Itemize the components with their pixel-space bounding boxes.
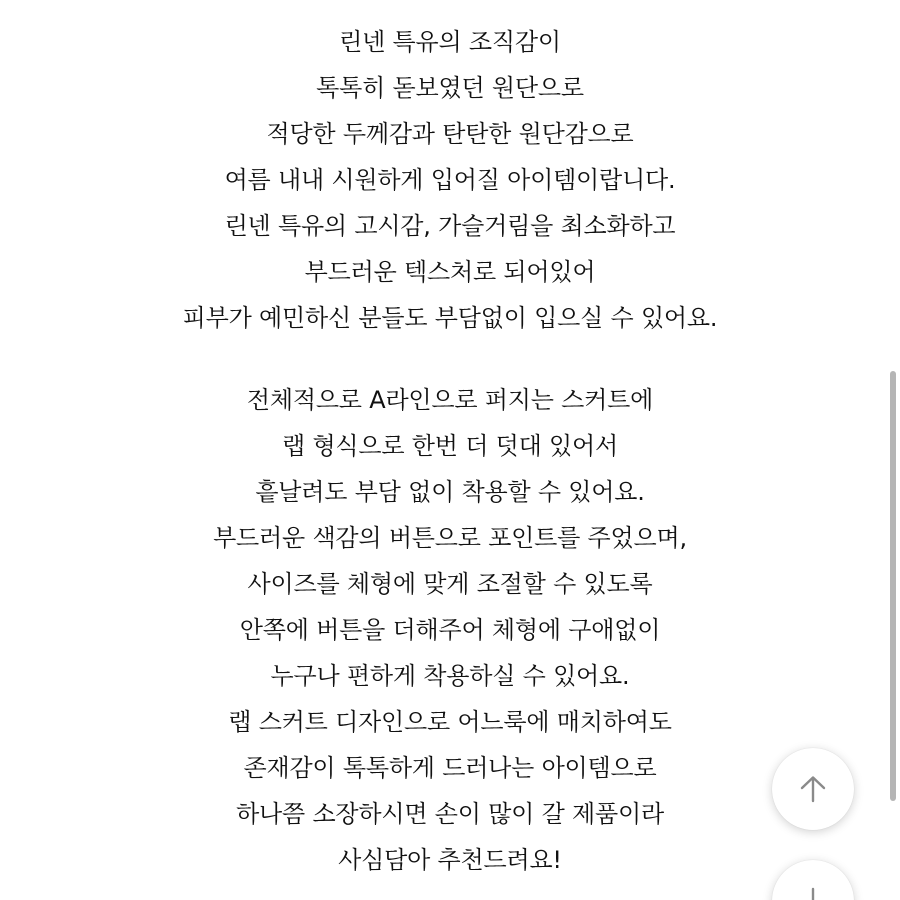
description-line: 흩날려도 부담 없이 착용할 수 있어요. — [255, 478, 645, 506]
arrow-down-icon — [798, 886, 828, 900]
scrollbar[interactable] — [886, 0, 900, 900]
description-line: 랩 스커트 디자인으로 어느룩에 매치하여도 — [228, 708, 672, 736]
description-line: 전체적으로 A라인으로 퍼지는 스커트에 — [246, 386, 654, 414]
description-line: 부드러운 색감의 버튼으로 포인트를 주었으며, — [213, 524, 687, 552]
scrollbar-thumb[interactable] — [890, 371, 896, 801]
description-line: 랩 형식으로 한번 더 덧대 있어서 — [282, 432, 618, 460]
description-line: 피부가 예민하신 분들도 부담없이 입으실 수 있어요. — [182, 304, 718, 332]
description-line: 안쪽에 버튼을 더해주어 체형에 구애없이 — [239, 616, 661, 644]
description-line: 사심담아 추천드려요! — [338, 846, 562, 874]
description-line: 사이즈를 체형에 맞게 조절할 수 있도록 — [247, 570, 653, 598]
description-paragraph-1 — [0, 19, 900, 341]
description-line: 하나쯤 소장하시면 손이 많이 갈 제품이라 — [236, 800, 664, 828]
description-line: 누구나 편하게 착용하실 수 있어요. — [270, 662, 630, 690]
description-line: 여름 내내 시원하게 입어질 아이템이랍니다. — [224, 166, 676, 194]
description-line: 적당한 두께감과 탄탄한 원단감으로 — [266, 120, 634, 148]
scroll-to-top-button[interactable] — [772, 748, 854, 830]
description-line: 린넨 특유의 고시감, 가슬거림을 최소화하고 — [224, 212, 676, 240]
description-line: 톡톡히 돋보였던 원단으로 — [316, 74, 584, 102]
description-line: 존재감이 톡톡하게 드러나는 아이템으로 — [243, 754, 657, 782]
arrow-up-icon — [798, 774, 828, 804]
description-line: 린넨 특유의 조직감이 — [339, 28, 561, 56]
description-paragraph-2 — [0, 377, 900, 883]
product-description — [0, 19, 900, 883]
description-line: 부드러운 텍스처로 되어있어 — [304, 258, 596, 286]
